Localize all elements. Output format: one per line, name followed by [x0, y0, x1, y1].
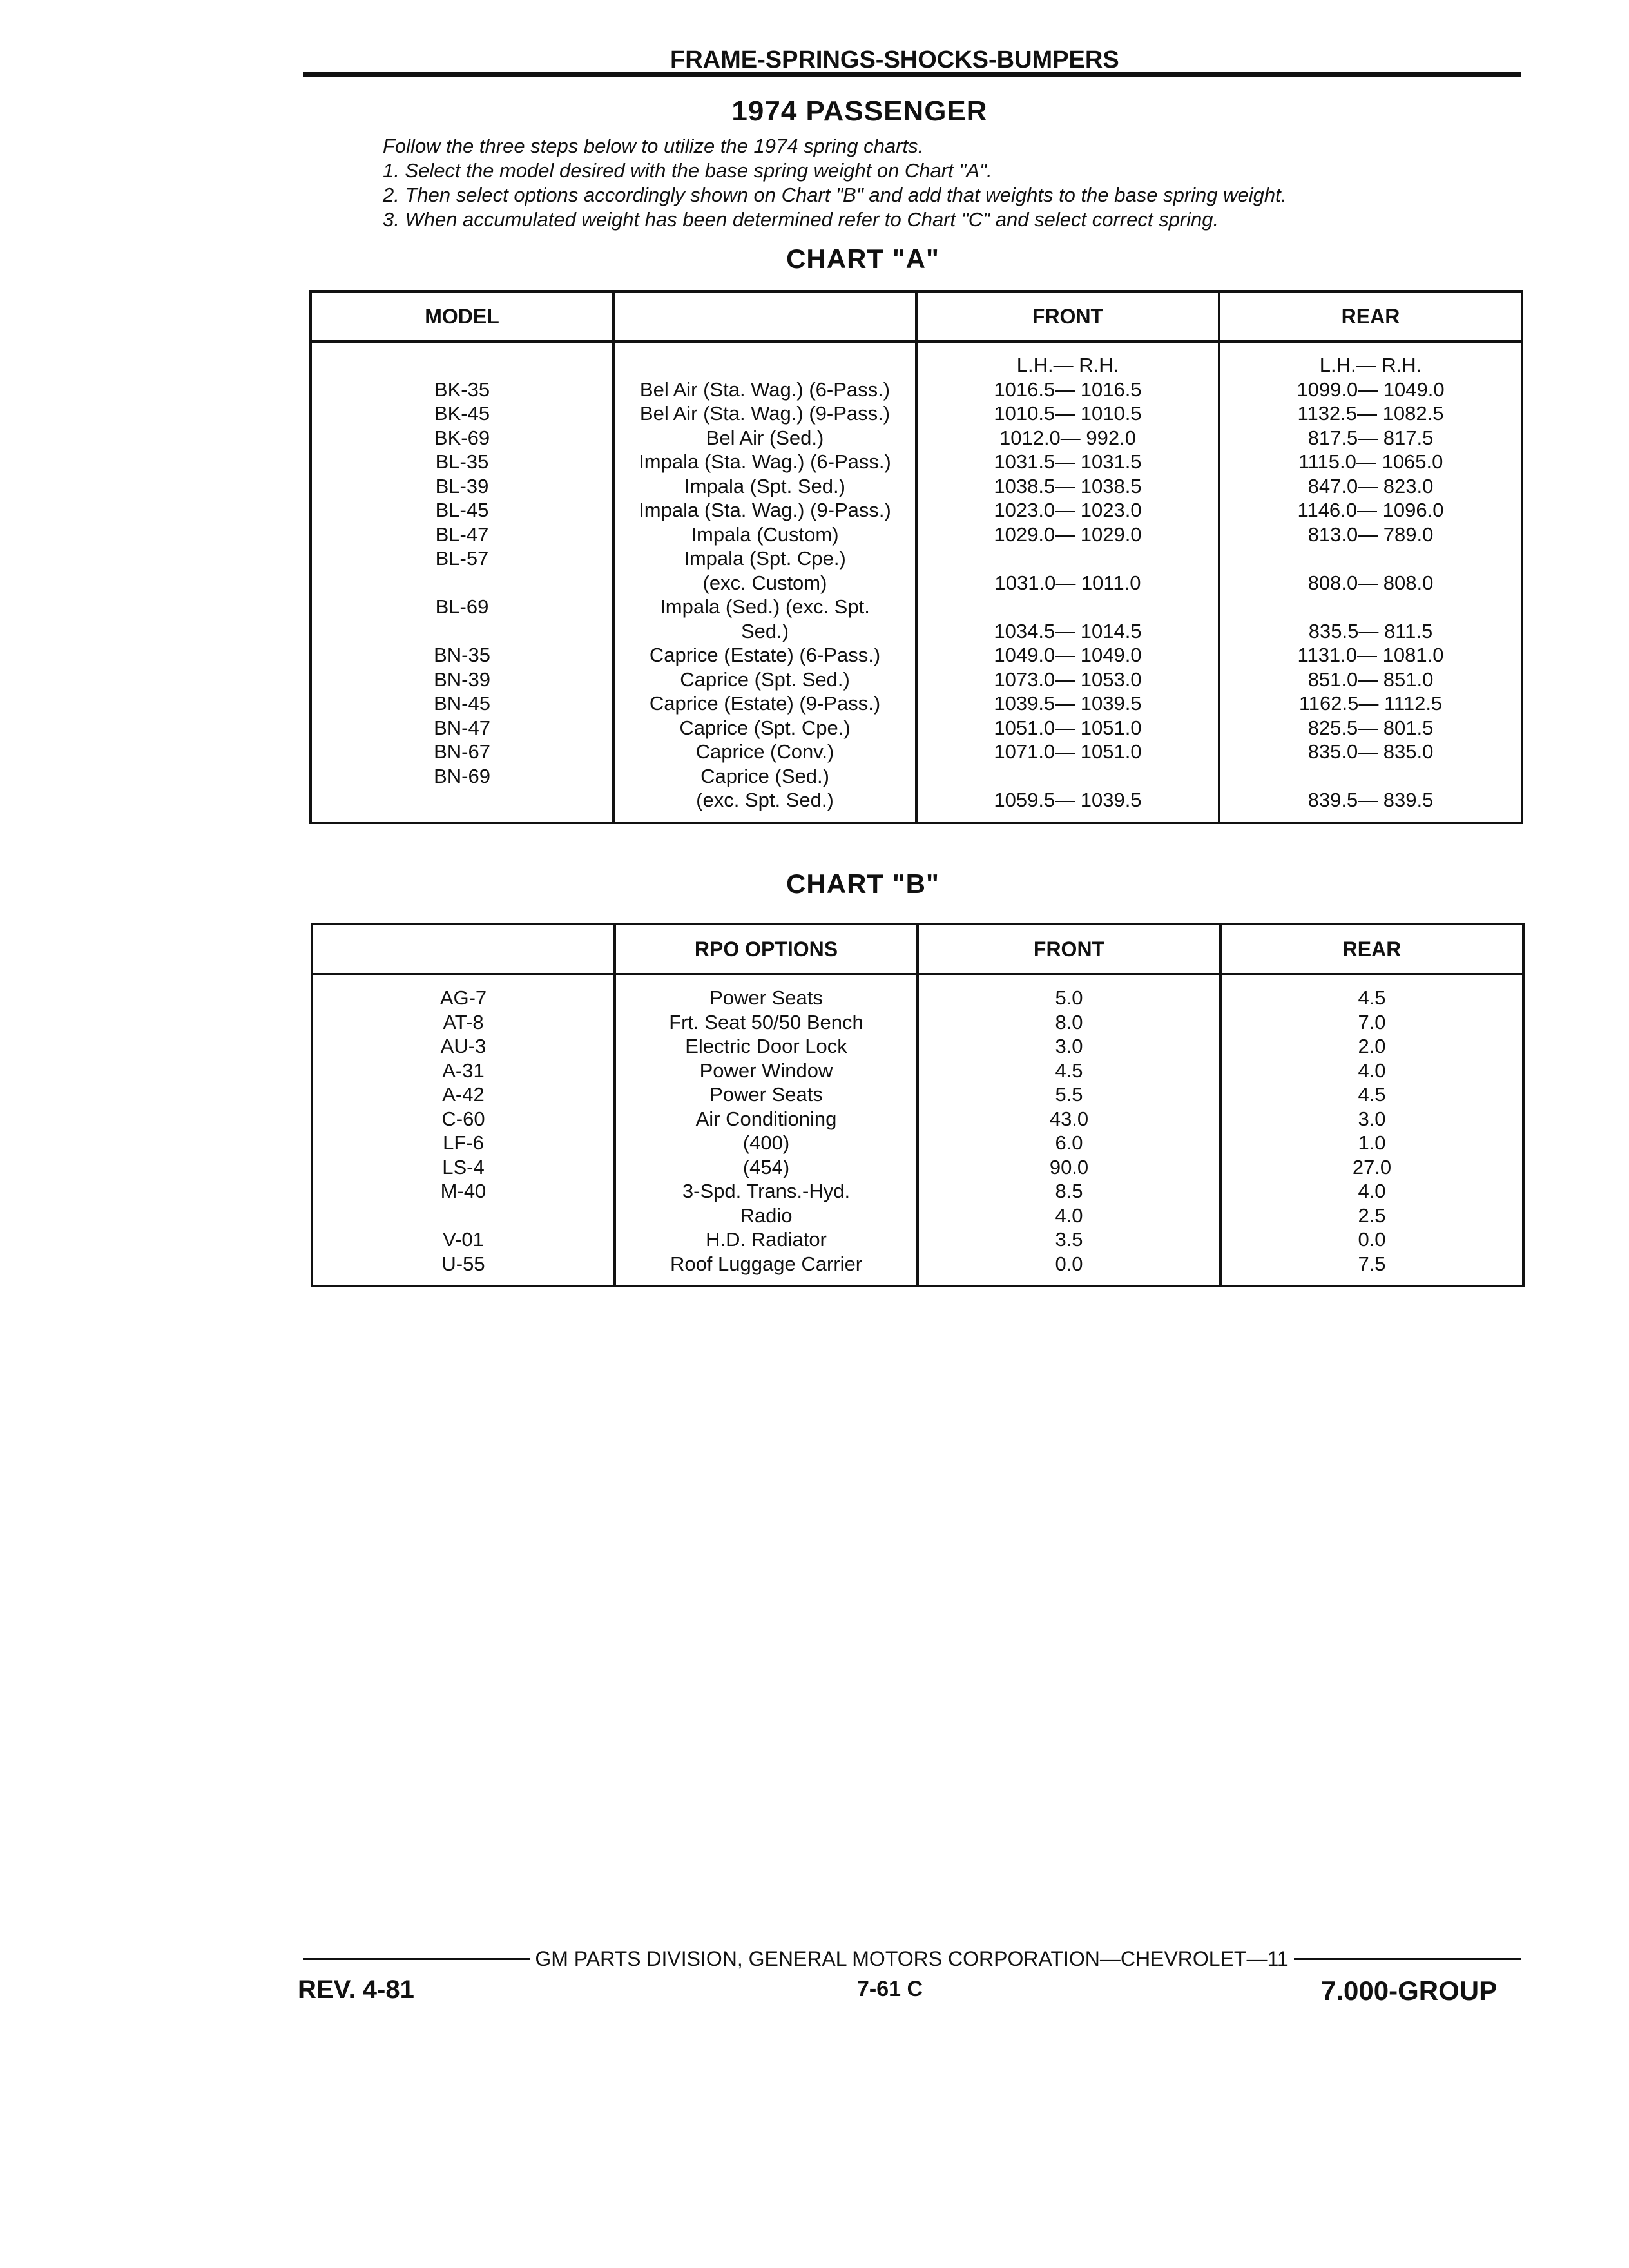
rear-weight-cell: 4.0 [1358, 1180, 1386, 1202]
rear-cell: 1146.0— 1096.0 [1297, 499, 1444, 521]
rpo-code-cell: A-42 [442, 1083, 485, 1106]
model-cell [312, 788, 612, 812]
chart-b-table [311, 923, 1525, 1287]
instruction-step-1: 1. Select the model desired with the base spring weight on Chart "A". [383, 159, 992, 182]
chart-b-header-row [312, 924, 1523, 974]
model-cell: BN-45 [434, 692, 490, 715]
rear-cell: 847.0— 823.0 [1307, 474, 1434, 497]
model-cell: BK-35 [434, 378, 490, 401]
instruction-step-3: 3. When accumulated weight has been determined refer to Chart "C" and select correct spring. [383, 208, 1219, 231]
front-cell: 1039.5— 1039.5 [994, 692, 1142, 715]
description-cell: Caprice (Spt. Cpe.) [679, 716, 851, 739]
rear-cell: 835.5— 811.5 [1308, 619, 1433, 642]
rpo-code-cell: A-31 [442, 1059, 485, 1082]
description-cell: Bel Air (Sta. Wag.) (6-Pass.) [639, 378, 891, 401]
model-cell: BL-57 [435, 547, 489, 570]
front-cell: 1073.0— 1053.0 [994, 668, 1142, 691]
rpo-code-cell: U-55 [441, 1252, 485, 1275]
model-cell: BL-35 [435, 450, 489, 473]
section-title: FRAME-SPRINGS-SHOCKS-BUMPERS [670, 46, 1119, 73]
rear-weight-cell: 27.0 [1352, 1155, 1392, 1178]
chart-b-title: CHART "B" [786, 869, 940, 899]
rpo-code-cell [313, 1204, 613, 1228]
chart-a-header-model: MODEL [311, 291, 613, 341]
model-cell: BL-39 [435, 474, 489, 497]
chart-a-description-column [613, 341, 916, 823]
model-cell: BN-39 [434, 668, 490, 691]
rpo-code-cell: M-40 [440, 1180, 487, 1202]
front-cell: 1038.5— 1038.5 [994, 474, 1142, 497]
rear-cell: 813.0— 789.0 [1307, 523, 1434, 546]
chart-a-model-column [311, 341, 613, 823]
front-weight-cell: 6.0 [1055, 1131, 1083, 1154]
chart-a-header-description [613, 291, 916, 341]
rpo-option-cell: (400) [742, 1131, 790, 1154]
description-cell: Bel Air (Sed.) [706, 426, 824, 449]
rpo-code-cell: LF-6 [443, 1131, 484, 1154]
chart-b-header-rear: REAR [1220, 924, 1523, 974]
rpo-option-cell: Power Seats [709, 1083, 823, 1106]
description-cell: (exc. Custom) [702, 571, 827, 594]
description-cell: Impala (Spt. Cpe.) [684, 547, 846, 570]
front-cell: 1034.5— 1014.5 [994, 619, 1142, 642]
rear-cell: 839.5— 839.5 [1307, 789, 1434, 811]
front-cell: 1031.0— 1011.0 [994, 571, 1141, 594]
rpo-option-cell: Power Seats [709, 986, 823, 1009]
model-cell: BK-69 [434, 426, 490, 449]
rear-weight-cell: 3.0 [1358, 1107, 1386, 1130]
description-cell: Impala (Sta. Wag.) (6-Pass.) [639, 450, 891, 473]
chart-a-header-rear: REAR [1219, 291, 1522, 341]
rear-weight-cell: 4.5 [1358, 986, 1386, 1009]
front-weight-cell: 4.0 [1055, 1204, 1083, 1227]
rpo-option-cell: Radio [740, 1204, 793, 1227]
rear-cell: 817.5— 817.5 [1307, 426, 1434, 449]
chart-a-front-column [916, 341, 1219, 823]
description-cell: Caprice (Estate) (9-Pass.) [649, 692, 881, 715]
rear-weight-cell: 2.0 [1358, 1035, 1386, 1057]
revision-label: REV. 4-81 [298, 1975, 414, 2004]
rear-cell: 1132.5— 1082.5 [1297, 402, 1444, 425]
front-cell: 1059.5— 1039.5 [994, 789, 1142, 811]
front-cell [918, 546, 1218, 571]
model-cell: BN-35 [434, 644, 490, 666]
front-weight-cell: 43.0 [1049, 1107, 1089, 1130]
front-weight-cell: 4.5 [1055, 1059, 1083, 1082]
model-cell: BK-45 [434, 402, 490, 425]
rear-cell: 851.0— 851.0 [1307, 668, 1434, 691]
chart-b-header-options: RPO OPTIONS [615, 924, 918, 974]
front-cell: 1012.0— 992.0 [999, 426, 1136, 449]
front-cell: 1029.0— 1029.0 [994, 523, 1142, 546]
front-cell: 1010.5— 1010.5 [994, 402, 1142, 425]
description-cell: Caprice (Conv.) [695, 740, 834, 763]
footer-rule-left [303, 1958, 530, 1960]
rear-cell: 825.5— 801.5 [1307, 716, 1434, 739]
chart-a-header-row [311, 291, 1522, 341]
rpo-code-cell: V-01 [443, 1228, 484, 1251]
rear-cell: L.H.— R.H. [1319, 354, 1422, 376]
rpo-option-cell: H.D. Radiator [706, 1228, 827, 1251]
rear-weight-cell: 0.0 [1358, 1228, 1386, 1251]
front-cell: 1016.5— 1016.5 [994, 378, 1142, 401]
chart-a-title: CHART "A" [786, 244, 940, 274]
front-cell: 1049.0— 1049.0 [994, 644, 1142, 666]
description-cell: Sed.) [740, 619, 789, 642]
front-cell [918, 764, 1218, 789]
chart-b-options-column [615, 974, 918, 1286]
rpo-code-cell: LS-4 [442, 1155, 485, 1178]
description-cell: Caprice (Spt. Sed.) [680, 668, 850, 691]
front-weight-cell: 8.5 [1055, 1180, 1083, 1202]
footer-division: GM PARTS DIVISION, GENERAL MOTORS CORPORATION—CHEVROLET—11 [535, 1947, 1289, 1970]
rear-cell [1220, 595, 1521, 619]
model-cell: BL-69 [435, 595, 489, 618]
description-cell: Impala (Spt. Sed.) [684, 474, 845, 497]
rpo-option-cell: Air Conditioning [695, 1107, 837, 1130]
description-cell [615, 353, 915, 378]
front-weight-cell: 8.0 [1055, 1010, 1083, 1033]
group-label: 7.000-GROUP [1321, 1975, 1498, 2006]
chart-b-rear-column [1220, 974, 1523, 1286]
page-heading: 1974 PASSENGER [731, 95, 988, 127]
chart-a-header-front: FRONT [916, 291, 1219, 341]
rpo-code-cell: C-60 [441, 1107, 485, 1130]
rear-weight-cell: 4.5 [1358, 1083, 1386, 1106]
chart-a-rear-column [1219, 341, 1522, 823]
chart-a-table [309, 290, 1523, 824]
front-weight-cell: 3.5 [1055, 1228, 1083, 1251]
front-cell: 1023.0— 1023.0 [994, 499, 1142, 521]
rear-cell: 835.0— 835.0 [1307, 740, 1434, 763]
rpo-option-cell: Electric Door Lock [685, 1035, 847, 1057]
front-weight-cell: 3.0 [1055, 1035, 1083, 1057]
front-cell [918, 595, 1218, 619]
instruction-intro: Follow the three steps below to utilize the 1974 spring charts. [383, 135, 924, 157]
rear-weight-cell: 7.0 [1358, 1010, 1386, 1033]
model-cell: BL-45 [435, 499, 489, 521]
rpo-code-cell: AG-7 [439, 986, 487, 1009]
footer-line [303, 1947, 1521, 1971]
rear-cell [1220, 764, 1521, 789]
rpo-code-cell: AT-8 [443, 1010, 484, 1033]
description-cell: Caprice (Estate) (6-Pass.) [649, 644, 881, 666]
rpo-option-cell: Power Window [699, 1059, 833, 1082]
model-cell: BN-47 [434, 716, 490, 739]
rpo-option-cell: 3-Spd. Trans.-Hyd. [682, 1180, 851, 1202]
chart-b-header-front: FRONT [918, 924, 1220, 974]
rpo-code-cell: AU-3 [440, 1035, 487, 1057]
description-cell: Impala (Custom) [691, 523, 839, 546]
description-cell: Caprice (Sed.) [700, 764, 829, 787]
model-cell [312, 353, 612, 378]
rear-cell [1220, 546, 1521, 571]
front-cell: 1051.0— 1051.0 [994, 716, 1142, 739]
description-cell: Impala (Sed.) (exc. Spt. [660, 595, 870, 618]
instructions [383, 134, 1286, 232]
footer-rule-right [1294, 1958, 1521, 1960]
front-weight-cell: 5.5 [1055, 1083, 1083, 1106]
description-cell: Bel Air (Sta. Wag.) (9-Pass.) [639, 402, 891, 425]
chart-b-code-column [312, 974, 615, 1286]
description-cell: (exc. Spt. Sed.) [696, 789, 834, 811]
model-cell [312, 571, 612, 595]
rear-cell: 1162.5— 1112.5 [1298, 692, 1443, 715]
front-weight-cell: 0.0 [1055, 1252, 1083, 1275]
rear-cell: 1099.0— 1049.0 [1296, 378, 1445, 401]
rear-cell: 1115.0— 1065.0 [1298, 450, 1443, 473]
front-cell: 1031.5— 1031.5 [994, 450, 1142, 473]
front-cell: L.H.— R.H. [1016, 354, 1119, 376]
rear-weight-cell: 4.0 [1358, 1059, 1386, 1082]
chart-b-header-code [312, 924, 615, 974]
rpo-option-cell: Roof Luggage Carrier [670, 1252, 863, 1275]
front-weight-cell: 5.0 [1055, 986, 1083, 1009]
rpo-option-cell: (454) [742, 1155, 790, 1178]
model-cell: BL-47 [435, 523, 489, 546]
front-weight-cell: 90.0 [1049, 1155, 1089, 1178]
rpo-option-cell: Frt. Seat 50/50 Bench [669, 1010, 863, 1033]
model-cell [312, 619, 612, 644]
chart-b-front-column [918, 974, 1220, 1286]
rear-weight-cell: 7.5 [1358, 1252, 1386, 1275]
model-cell: BN-67 [434, 740, 490, 763]
rear-weight-cell: 1.0 [1358, 1131, 1386, 1154]
description-cell: Impala (Sta. Wag.) (9-Pass.) [639, 499, 891, 521]
rear-cell: 1131.0— 1081.0 [1297, 644, 1444, 666]
front-cell: 1071.0— 1051.0 [994, 740, 1142, 763]
header-rule [303, 72, 1521, 77]
page-number: 7-61 C [857, 1977, 923, 2001]
model-cell: BN-69 [434, 764, 490, 787]
rear-cell: 808.0— 808.0 [1307, 571, 1434, 594]
instruction-step-2: 2. Then select options accordingly shown on Chart "B" and add that weights to the base spring weight. [383, 184, 1287, 206]
rear-weight-cell: 2.5 [1358, 1204, 1386, 1227]
